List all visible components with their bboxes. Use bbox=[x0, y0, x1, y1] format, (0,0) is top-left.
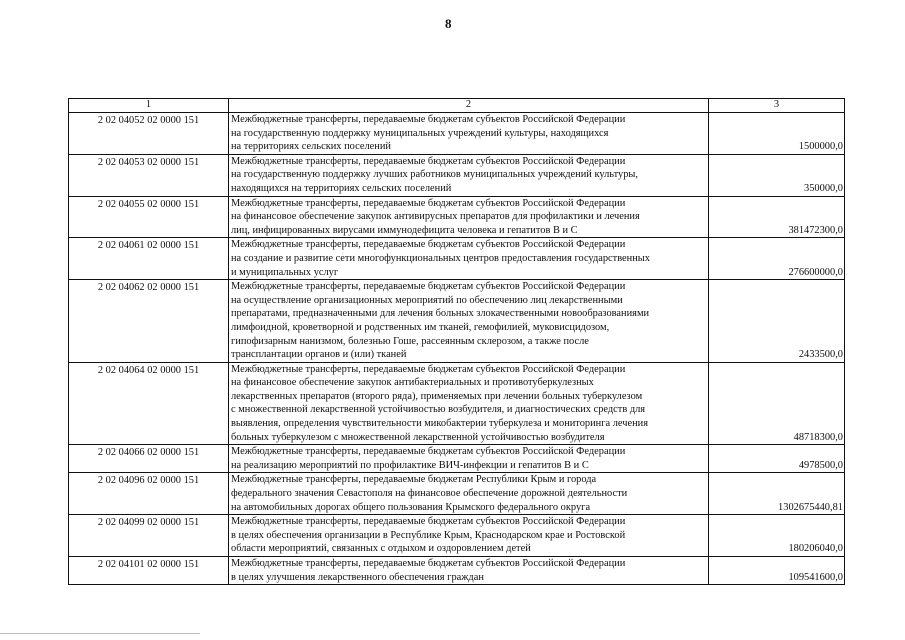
amount-cell: 1302675440,81 bbox=[709, 473, 845, 515]
description-line: на создание и развитие сети многофункциональных центров предоставления государственных bbox=[231, 252, 650, 264]
description-line: лекарственных препаратов (второго ряда), применяемых при лечении больных туберкулезом bbox=[231, 390, 643, 402]
description-line: Межбюджетные трансферты, передаваемые бюджетам субъектов Российской Федерации bbox=[231, 516, 626, 528]
amount-cell: 180206040,0 bbox=[709, 515, 845, 557]
description-cell bbox=[229, 113, 709, 155]
description-line: Межбюджетные трансферты, передаваемые бюджетам субъектов Российской Федерации bbox=[231, 155, 626, 167]
column-header-1: 1 bbox=[69, 99, 229, 113]
table-row bbox=[69, 473, 845, 515]
description-line: Межбюджетные трансферты, передаваемые бюджетам субъектов Российской Федерации bbox=[231, 558, 626, 569]
amount-cell: 350000,0 bbox=[709, 154, 845, 196]
amount-cell: 381472300,0 bbox=[709, 196, 845, 238]
description-line: Межбюджетные трансферты, передаваемые бюджетам субъектов Российской Федерации bbox=[231, 114, 626, 125]
amount-cell: 48718300,0 bbox=[709, 362, 845, 445]
description-cell bbox=[229, 515, 709, 557]
table-row bbox=[69, 113, 845, 155]
table-row bbox=[69, 238, 845, 280]
description-line: трансплантации органов и (или) тканей bbox=[231, 349, 407, 361]
amount-cell: 1500000,0 bbox=[709, 113, 845, 155]
description-line: выявления, определения чувствительности микобактерии туберкулеза и мониторинга лечения bbox=[231, 418, 648, 430]
budget-code-cell: 2 02 04053 02 0000 151 bbox=[69, 154, 229, 196]
description-line: на финансовое обеспечение закупок антибактериальных и противотуберкулезных bbox=[231, 377, 594, 389]
description-line: находящихся на территориях сельских поселений bbox=[231, 182, 452, 194]
budget-code-cell: 2 02 04066 02 0000 151 bbox=[69, 445, 229, 473]
description-line: гипофизарным нанизмом, болезнью Гоше, рассеянным склерозом, а также после bbox=[231, 335, 589, 347]
description-cell bbox=[229, 238, 709, 280]
description-line: на осуществление организационных мероприятий по обеспечению лиц лекарственными bbox=[231, 294, 623, 306]
budget-code-cell: 2 02 04055 02 0000 151 bbox=[69, 196, 229, 238]
amount-cell: 4978500,0 bbox=[709, 445, 845, 473]
budget-code-cell: 2 02 04096 02 0000 151 bbox=[69, 473, 229, 515]
budget-code-cell: 2 02 04061 02 0000 151 bbox=[69, 238, 229, 280]
description-line: больных туберкулезом с множественной лекарственной устойчивостью возбудителя bbox=[231, 431, 605, 443]
budget-code-cell: 2 02 04064 02 0000 151 bbox=[69, 362, 229, 445]
description-line: лиц, инфицированных вирусами иммунодефицита человека и гепатитов В и С bbox=[231, 224, 578, 236]
description-line: в целях улучшения лекарственного обеспечения граждан bbox=[231, 571, 484, 583]
description-line: Межбюджетные трансферты, передаваемые бюджетам Республики Крым и города bbox=[231, 474, 597, 486]
description-line: на территориях сельских поселений bbox=[231, 141, 391, 153]
description-cell bbox=[229, 196, 709, 238]
description-line: лимфоидной, кроветворной и родственных им тканей, гемофилией, муковисцидозом, bbox=[231, 321, 610, 333]
budget-code-cell: 2 02 04052 02 0000 151 bbox=[69, 113, 229, 155]
description-line: области мероприятий, связанных с отдыхом и оздоровлением детей bbox=[231, 543, 531, 555]
budget-code-cell: 2 02 04099 02 0000 151 bbox=[69, 515, 229, 557]
description-line: Межбюджетные трансферты, передаваемые бюджетам субъектов Российской Федерации bbox=[231, 281, 626, 293]
description-line: на автомобильных дорогах общего пользования Крымского федерального округа bbox=[231, 501, 591, 513]
table-row bbox=[69, 557, 845, 585]
table-row bbox=[69, 154, 845, 196]
description-cell bbox=[229, 445, 709, 473]
description-line: на реализацию мероприятий по профилактике ВИЧ-инфекции и гепатитов В и С bbox=[231, 459, 589, 471]
description-line: Межбюджетные трансферты, передаваемые бюджетам субъектов Российской Федерации bbox=[231, 239, 626, 251]
description-line: и муниципальных услуг bbox=[231, 266, 339, 278]
description-cell bbox=[229, 154, 709, 196]
description-line: федерального значения Севастополя на финансовое обеспечение дорожной деятельности bbox=[231, 488, 628, 500]
budget-code-cell: 2 02 04062 02 0000 151 bbox=[69, 280, 229, 363]
description-line: на государственную поддержку муниципальных учреждений культуры, находящихся bbox=[231, 127, 609, 139]
description-line: Межбюджетные трансферты, передаваемые бюджетам субъектов Российской Федерации bbox=[231, 363, 626, 375]
amount-cell: 276600000,0 bbox=[709, 238, 845, 280]
description-cell bbox=[229, 557, 709, 585]
description-cell bbox=[229, 280, 709, 363]
column-header-3: 3 bbox=[709, 99, 845, 113]
description-cell bbox=[229, 473, 709, 515]
description-line: на государственную поддержку лучших работников муниципальных учреждений культуры, bbox=[231, 169, 638, 181]
budget-code-cell: 2 02 04101 02 0000 151 bbox=[69, 557, 229, 585]
table-row bbox=[69, 196, 845, 238]
page-number: 8 bbox=[445, 16, 452, 31]
description-cell bbox=[229, 362, 709, 445]
transfers-table bbox=[68, 98, 845, 585]
header-row bbox=[69, 99, 845, 113]
column-header-2: 2 bbox=[229, 99, 709, 113]
description-line: на финансовое обеспечение закупок антивирусных препаратов для профилактики и лечения bbox=[231, 211, 640, 223]
description-line: Межбюджетные трансферты, передаваемые бюджетам субъектов Российской Федерации bbox=[231, 197, 626, 209]
amount-cell: 2433500,0 bbox=[709, 280, 845, 363]
table-row bbox=[69, 515, 845, 557]
bottom-divider bbox=[0, 633, 200, 634]
description-line: с множественной лекарственной устойчивостью возбудителя, и диагностических средств для bbox=[231, 404, 646, 416]
table-row bbox=[69, 280, 845, 363]
description-line: Межбюджетные трансферты, передаваемые бюджетам субъектов Российской Федерации bbox=[231, 446, 626, 458]
table-row bbox=[69, 362, 845, 445]
amount-cell: 109541600,0 bbox=[709, 557, 845, 585]
description-line: препаратами, предназначенными для лечения больных злокачественными новообразованиями bbox=[231, 308, 650, 320]
description-line: в целях обеспечения организации в Республике Крым, Краснодарском крае и Ростовской bbox=[231, 529, 626, 541]
table-row bbox=[69, 445, 845, 473]
